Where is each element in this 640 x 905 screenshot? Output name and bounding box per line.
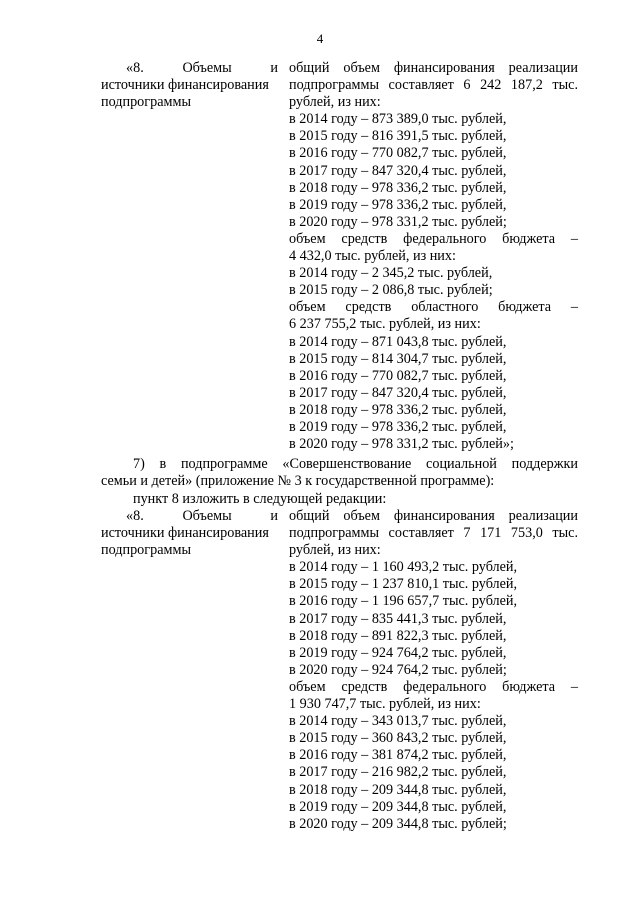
block2-line: в 2018 году – 891 822,3 тыс. рублей, bbox=[289, 627, 507, 644]
block2-line: в 2016 году – 381 874,2 тыс. рублей, bbox=[289, 747, 507, 764]
block2-label bbox=[101, 508, 278, 559]
block2-label-volumes: Объемы bbox=[182, 508, 232, 524]
paragraph-line1: 7) в подпрограмме «Совершенствование социальной поддержки bbox=[133, 456, 578, 472]
block1-line: в 2017 году – 847 320,4 тыс. рублей, bbox=[289, 162, 507, 179]
block2-line: в 2014 году – 1 160 493,2 тыс. рублей, bbox=[289, 559, 518, 576]
block2-line: в 2020 году – 924 764,2 тыс. рублей; bbox=[289, 661, 507, 678]
block1-label-volumes: Объемы bbox=[182, 60, 232, 76]
block1-line: в 2019 году – 978 336,2 тыс. рублей, bbox=[289, 418, 507, 435]
block1-label-line1 bbox=[101, 60, 278, 77]
paragraph-line3: пункт 8 изложить в следующей редакции: bbox=[133, 490, 387, 507]
block2-line: подпрограммы составляет 7 171 753,0 тыс. bbox=[289, 525, 578, 542]
block2-line: в 2016 году – 1 196 657,7 тыс. рублей, bbox=[289, 593, 518, 610]
block1-line: в 2015 году – 816 391,5 тыс. рублей, bbox=[289, 128, 507, 145]
block1-line: в 2018 году – 978 336,2 тыс. рублей, bbox=[289, 179, 507, 196]
amendment-paragraph bbox=[101, 456, 578, 508]
block1-line: в 2015 году – 2 086,8 тыс. рублей; bbox=[289, 282, 493, 299]
block1-line: в 2017 году – 847 320,4 тыс. рублей, bbox=[289, 384, 507, 401]
block1-label-line3: подпрограммы bbox=[101, 94, 191, 110]
block2-line: общий объем финансирования реализации bbox=[289, 508, 578, 524]
block2-line: в 2017 году – 216 982,2 тыс. рублей, bbox=[289, 764, 507, 781]
paragraph-line2: семьи и детей» (приложение № 3 к государственной программе): bbox=[101, 473, 495, 490]
block1-line: в 2020 году – 978 331,2 тыс. рублей»; bbox=[289, 436, 514, 453]
block2-label-number: «8. bbox=[126, 508, 144, 524]
block2-line: рублей, из них: bbox=[289, 542, 381, 559]
block1-line: подпрограммы составляет 6 242 187,2 тыс. bbox=[289, 77, 578, 94]
block2-label-line3: подпрограммы bbox=[101, 542, 191, 558]
block2-line: в 2019 году – 209 344,8 тыс. рублей, bbox=[289, 798, 507, 815]
block1-line: объем средств областного бюджета – bbox=[289, 299, 578, 316]
block2-financing-text bbox=[289, 508, 578, 833]
block2-line: в 2015 году – 360 843,2 тыс. рублей, bbox=[289, 730, 507, 747]
block1-financing-text bbox=[289, 60, 578, 453]
block1-line: объем средств федерального бюджета – bbox=[289, 230, 578, 247]
block2-line: в 2014 году – 343 013,7 тыс. рублей, bbox=[289, 713, 507, 730]
block2-line: в 2020 году – 209 344,8 тыс. рублей; bbox=[289, 815, 507, 832]
block1-label-number: «8. bbox=[126, 60, 144, 76]
block2-line: в 2017 году – 835 441,3 тыс. рублей, bbox=[289, 610, 507, 627]
block1-label-and: и bbox=[270, 60, 278, 76]
block1-line: рублей, из них: bbox=[289, 94, 381, 111]
block2-label-and: и bbox=[270, 508, 278, 524]
block1-line: в 2016 году – 770 082,7 тыс. рублей, bbox=[289, 367, 507, 384]
block2-line: объем средств федерального бюджета – bbox=[289, 678, 578, 695]
block1-line: общий объем финансирования реализации bbox=[289, 60, 578, 76]
block1-line: в 2014 году – 873 389,0 тыс. рублей, bbox=[289, 111, 507, 128]
block1-line: в 2016 году – 770 082,7 тыс. рублей, bbox=[289, 145, 507, 162]
block2-label-line2: источники финансирования bbox=[101, 525, 269, 541]
block1-line: в 2014 году – 871 043,8 тыс. рублей, bbox=[289, 333, 507, 350]
block2-line: в 2015 году – 1 237 810,1 тыс. рублей, bbox=[289, 576, 518, 593]
block2-label-line1 bbox=[101, 508, 278, 525]
block1-label bbox=[101, 60, 278, 111]
page-number: 4 bbox=[316, 31, 324, 46]
block1-line: в 2018 году – 978 336,2 тыс. рублей, bbox=[289, 401, 507, 418]
block1-line: в 2019 году – 978 336,2 тыс. рублей, bbox=[289, 196, 507, 213]
block1-line: в 2020 году – 978 331,2 тыс. рублей; bbox=[289, 213, 507, 230]
block2-line: в 2019 году – 924 764,2 тыс. рублей, bbox=[289, 644, 507, 661]
block1-line: в 2014 году – 2 345,2 тыс. рублей, bbox=[289, 265, 493, 282]
block1-line: 4 432,0 тыс. рублей, из них: bbox=[289, 248, 456, 265]
block2-line: 1 930 747,7 тыс. рублей, из них: bbox=[289, 696, 481, 713]
block1-line: 6 237 755,2 тыс. рублей, из них: bbox=[289, 316, 481, 333]
block1-line: в 2015 году – 814 304,7 тыс. рублей, bbox=[289, 350, 507, 367]
block1-label-line2: источники финансирования bbox=[101, 77, 269, 93]
block2-line: в 2018 году – 209 344,8 тыс. рублей, bbox=[289, 781, 507, 798]
